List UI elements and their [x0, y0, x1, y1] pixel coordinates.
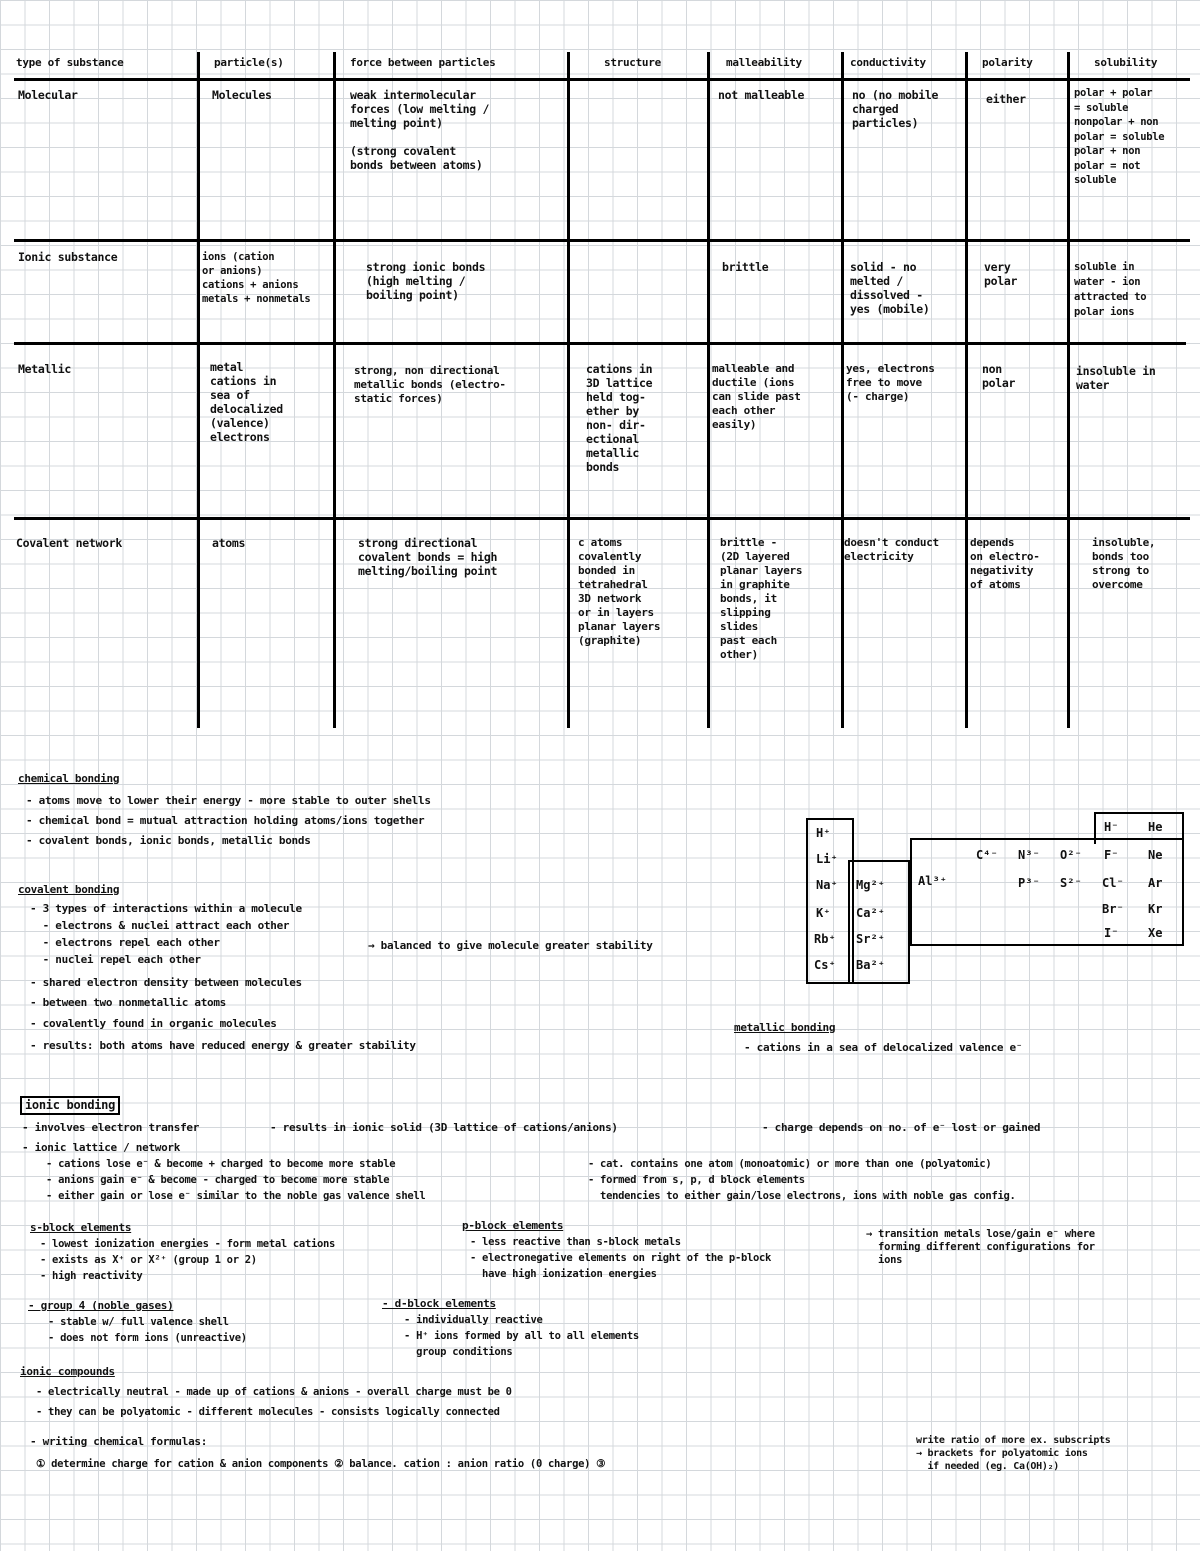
cell-conductivity: solid - no melted / dissolved - yes (mobile): [850, 260, 930, 316]
cell-malleability: brittle: [722, 260, 769, 274]
ion-cl: Cl⁻: [1102, 876, 1124, 890]
ion-k-plus: K⁺: [816, 906, 831, 920]
group4-line: - does not form ions (unreactive): [36, 1332, 247, 1344]
ion-ba: Ba²⁺: [856, 958, 885, 972]
cell-solubility: insoluble in water: [1076, 364, 1156, 392]
ionic-compounds-line: - they can be polyatomic - different molecules - consists logically connected: [36, 1406, 500, 1418]
ionic-right-line: - cat. contains one atom (monoatomic) or more than one (polyatomic): [588, 1158, 992, 1170]
chemical-bonding-line: - atoms move to lower their energy - more stable to outer shells: [26, 794, 431, 807]
cell-type: Covalent network: [16, 536, 122, 550]
cell-conductivity: yes, electrons free to move (- charge): [846, 362, 935, 403]
header-malleability: malleability: [726, 56, 802, 69]
ionic-sub-line: - anions gain e⁻ & become - charged to become more stable: [34, 1174, 390, 1186]
cell-structure: cations in 3D lattice held tog- ether by non- dir- ectional metallic bonds: [586, 362, 653, 474]
chemical-bonding-line: - covalent bonds, ionic bonds, metallic bonds: [26, 834, 311, 847]
table-divider: [707, 52, 710, 728]
header-structure: structure: [604, 56, 661, 69]
group4-title: - group 4 (noble gases): [28, 1299, 174, 1312]
covalent-line: - 3 types of interactions within a molecule: [30, 902, 302, 915]
chemical-bonding-title: chemical bonding: [18, 772, 120, 785]
ion-s: S²⁻: [1060, 876, 1082, 890]
ionic-compounds-title: ionic compounds: [20, 1365, 115, 1378]
s-block-line: - lowest ionization energies - form metal cations: [40, 1238, 336, 1250]
cell-malleability: not malleable: [718, 88, 805, 102]
cell-particles: ions (cation or anions) cations + anions metals + nonmetals: [202, 251, 311, 305]
table-divider: [333, 52, 336, 728]
ionic-sub-line: - cations lose e⁻ & become + charged to become more stable: [34, 1158, 396, 1170]
ion-he: He: [1148, 820, 1163, 834]
ion-xe: Xe: [1148, 926, 1163, 940]
ion-h-plus: H⁺: [816, 826, 831, 840]
table-divider: [14, 239, 1190, 242]
covalent-line: - covalently found in organic molecules: [30, 1017, 277, 1030]
cell-conductivity: no (no mobile charged particles): [852, 88, 939, 130]
table-divider: [567, 52, 570, 728]
covalent-bonding-title: covalent bonding: [18, 883, 120, 896]
ion-kr: Kr: [1148, 902, 1163, 916]
ionic-bonding-title: ionic bonding: [20, 1096, 120, 1115]
table-divider: [1067, 52, 1070, 728]
header-solubility: solubility: [1094, 56, 1158, 69]
covalent-line: - shared electron density between molecules: [30, 976, 302, 989]
cell-polarity: non polar: [982, 362, 1016, 390]
metallic-bonding-line: - cations in a sea of delocalized valence e⁻: [744, 1041, 1023, 1054]
d-block-line: - individually reactive: [392, 1314, 543, 1326]
ionic-compounds-line: - electrically neutral - made up of cations & anions - overall charge must be 0: [36, 1386, 512, 1398]
header-particles: particle(s): [214, 56, 284, 69]
s-block-title: s-block elements: [30, 1221, 132, 1234]
covalent-line: - electrons & nuclei attract each other: [30, 919, 290, 932]
cell-polarity: very polar: [984, 260, 1018, 288]
table-divider: [14, 342, 1186, 345]
cell-particles: atoms: [212, 536, 246, 550]
header-force: force between particles: [350, 56, 496, 69]
covalent-line: - results: both atoms have reduced energy & greater stability: [30, 1039, 416, 1052]
ion-cs-plus: Cs⁺: [814, 958, 836, 972]
ion-o: O²⁻: [1060, 848, 1082, 862]
ion-br: Br⁻: [1102, 902, 1124, 916]
ion-mg: Mg²⁺: [856, 878, 885, 892]
ionic-right-line: - formed from s, p, d block elements: [588, 1174, 805, 1186]
covalent-line: - electrons repel each other: [30, 936, 220, 949]
d-block-line: group conditions: [392, 1346, 513, 1358]
cell-structure: c atoms covalently bonded in tetrahedral 3D network or in layers planar layers (graphite): [578, 536, 661, 647]
ionic-line: - involves electron transfer: [22, 1121, 200, 1134]
cell-malleability: brittle - (2D layered planar layers in graphite bonds, it slipping slides past each other): [720, 536, 803, 661]
ion-c: C⁴⁻: [976, 848, 998, 862]
ionic-sub-line: - either gain or lose e⁻ similar to the noble gas valence shell: [34, 1190, 426, 1202]
covalent-arrow-note: → balanced to give molecule greater stability: [368, 939, 653, 952]
cell-particles: Molecules: [212, 88, 272, 102]
ionic-line: - ionic lattice / network: [22, 1141, 181, 1154]
formula-right-note: write ratio of more ex. subscripts → brackets for polyatomic ions if needed (eg. Ca(OH)₂): [916, 1435, 1111, 1472]
cell-type: Molecular: [18, 88, 78, 102]
cell-solubility: insoluble, bonds too strong to overcome: [1092, 536, 1156, 591]
group4-line: - stable w/ full valence shell: [36, 1316, 229, 1328]
ion-ar: Ar: [1148, 876, 1163, 890]
cell-type: Ionic substance: [18, 250, 118, 264]
cell-solubility: polar + polar = soluble nonpolar + non polar = soluble polar + non polar = not soluble: [1074, 87, 1165, 186]
ionic-compounds-line: ① determine charge for cation & anion components ② balance. cation : anion ratio (0 charge) ③: [36, 1458, 606, 1470]
ion-ne: Ne: [1148, 848, 1163, 862]
ion-p: P³⁻: [1018, 876, 1040, 890]
ion-h-minus: H⁻: [1104, 820, 1119, 834]
cell-force: strong, non directional metallic bonds (electro- static forces): [354, 364, 506, 405]
ion-li-plus: Li⁺: [816, 852, 838, 866]
ionic-line: - results in ionic solid (3D lattice of cations/anions): [270, 1121, 618, 1134]
ion-na-plus: Na⁺: [816, 878, 838, 892]
ion-al: Al³⁺: [918, 874, 947, 888]
cell-polarity: depends on electro- negativity of atoms: [970, 536, 1040, 591]
table-divider: [14, 517, 1190, 520]
ion-i: I⁻: [1104, 926, 1119, 940]
chemical-bonding-line: - chemical bond = mutual attraction holding atoms/ions together: [26, 814, 425, 827]
cell-polarity: either: [986, 92, 1026, 106]
properties-table: [14, 50, 1190, 728]
p-block-line: - electronegative elements on right of the p-block: [470, 1252, 772, 1264]
metallic-bonding-title: metallic bonding: [734, 1021, 836, 1034]
header-type: type of substance: [16, 56, 124, 69]
ionic-line: - charge depends on no. of e⁻ lost or gained: [762, 1121, 1041, 1134]
ionic-compounds-line: - writing chemical formulas:: [30, 1435, 208, 1448]
cell-force: strong directional covalent bonds = high melting/boiling point: [358, 536, 498, 578]
d-block-line: - H⁺ ions formed by all to all elements: [392, 1330, 639, 1342]
ion-sr: Sr²⁺: [856, 932, 885, 946]
cell-malleability: malleable and ductile (ions can slide past each other easily): [712, 362, 801, 431]
ion-ca: Ca²⁺: [856, 906, 885, 920]
p-block-title: p-block elements: [462, 1219, 564, 1232]
ion-rb-plus: Rb⁺: [814, 932, 836, 946]
p-block-line: have high ionization energies: [470, 1268, 657, 1280]
cell-solubility: soluble in water - ion attracted to polar ions: [1074, 261, 1147, 318]
cell-type: Metallic: [18, 362, 71, 376]
s-block-line: - exists as X⁺ or X²⁺ (group 1 or 2): [40, 1254, 257, 1266]
cell-force: weak intermolecular forces (low melting / melting point) (strong covalent bonds between atoms): [350, 88, 490, 172]
header-conductivity: conductivity: [850, 56, 926, 69]
ion-n: N³⁻: [1018, 848, 1040, 862]
cell-particles: metal cations in sea of delocalized (valence) electrons: [210, 360, 283, 444]
cell-conductivity: doesn't conduct electricity: [844, 536, 939, 563]
ionic-right-line: tendencies to either gain/lose electrons, ions with noble gas config.: [588, 1190, 1016, 1202]
cell-force: strong ionic bonds (high melting / boiling point): [366, 260, 486, 302]
d-block-title: - d-block elements: [382, 1297, 496, 1310]
table-divider: [14, 78, 1190, 81]
transition-metals-note: → transition metals lose/gain e⁻ where forming different configurations for ions: [866, 1228, 1095, 1266]
table-divider: [197, 52, 200, 728]
table-divider: [965, 52, 968, 728]
p-block-line: - less reactive than s-block metals: [470, 1236, 681, 1248]
ion-f: F⁻: [1104, 848, 1119, 862]
pblock-box: [910, 838, 1184, 946]
covalent-line: - between two nonmetallic atoms: [30, 996, 226, 1009]
s-block-line: - high reactivity: [40, 1270, 143, 1282]
header-polarity: polarity: [982, 56, 1033, 69]
table-divider: [841, 52, 844, 728]
covalent-line: - nuclei repel each other: [30, 953, 201, 966]
